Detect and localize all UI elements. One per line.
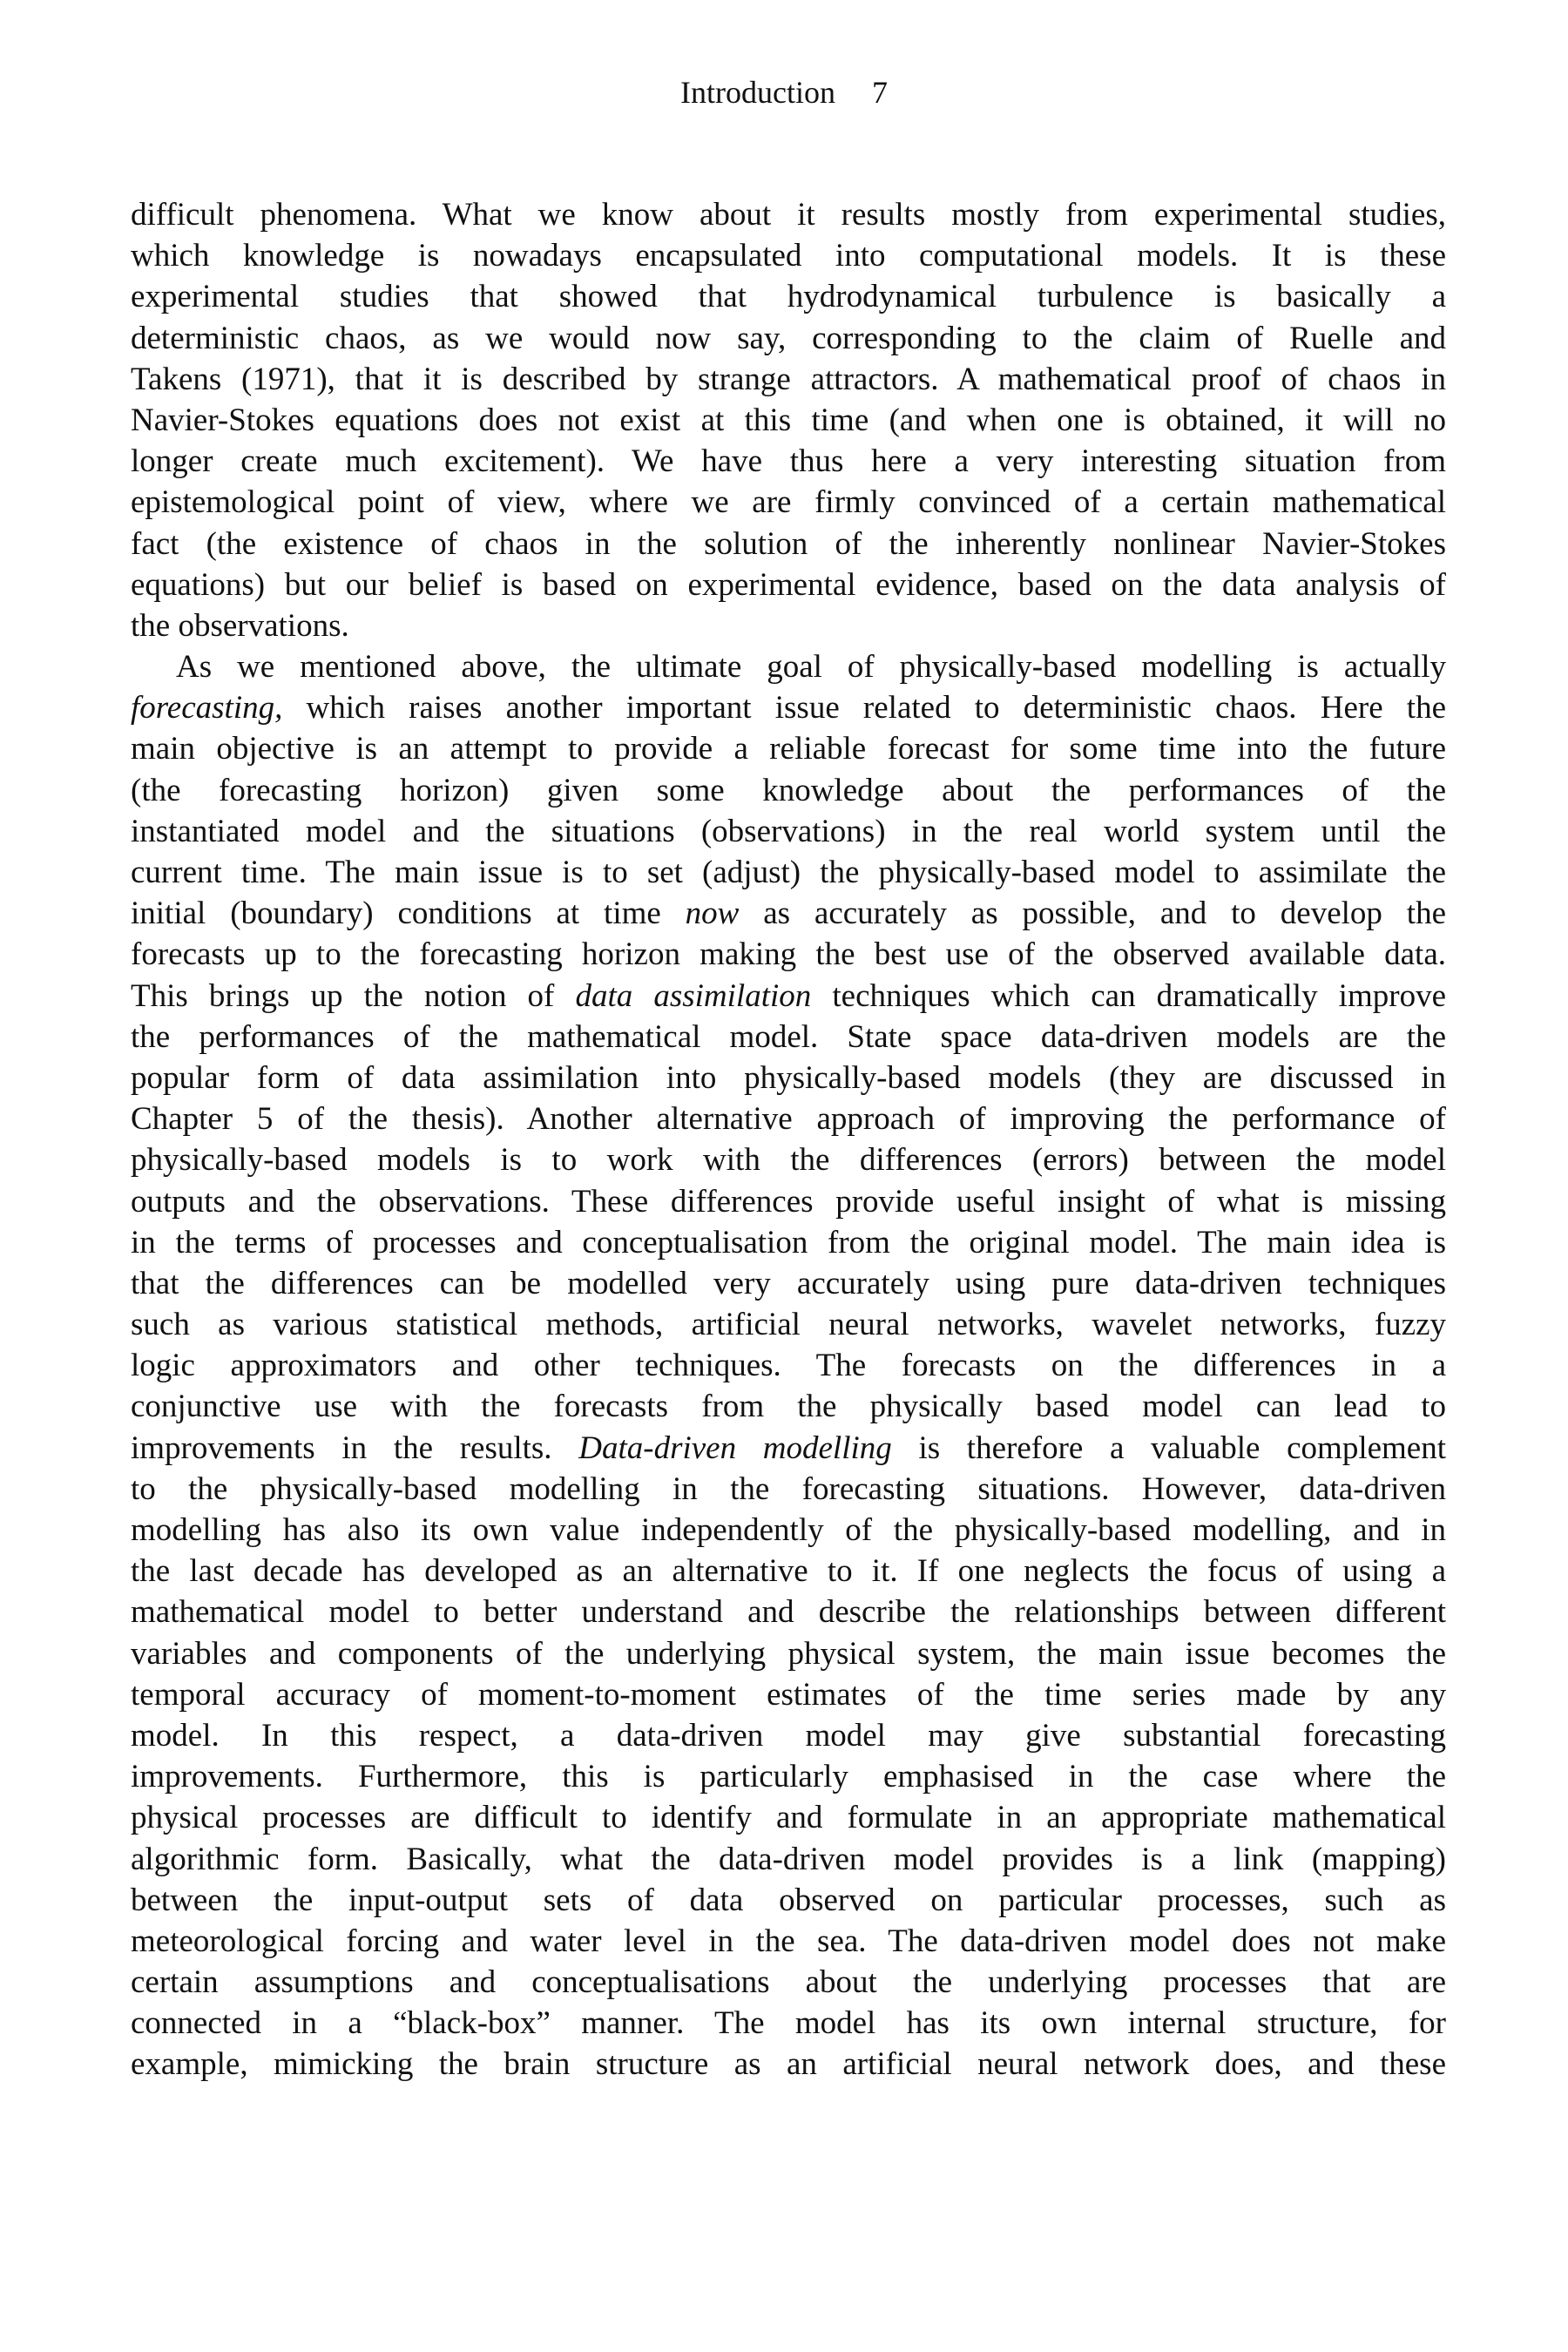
text-line [131, 976, 1446, 1017]
paragraph-forecasting [131, 646, 1446, 2085]
text-line [131, 1839, 1446, 1880]
text-line [131, 276, 1446, 317]
text-line [131, 1756, 1446, 1797]
body-text [131, 194, 1446, 2085]
text-line [131, 1304, 1446, 1345]
text-run: This brings up the notion of [131, 977, 576, 1014]
text-line [131, 1058, 1446, 1098]
italic-term: data assimilation [575, 977, 812, 1014]
text-line [131, 1551, 1446, 1592]
text-line [131, 441, 1446, 482]
text-run: to the physically-based modelling in the forecasting situations. However, data-driven [131, 1470, 1446, 1507]
text-line [131, 811, 1446, 852]
italic-term: Data-driven modelling [578, 1429, 892, 1466]
text-line [131, 1428, 1446, 1469]
text-run: the last decade has developed as an alternative to it. If one neglects the focus of using a [131, 1553, 1446, 1590]
text-run: as accurately as possible, and to develop the [739, 896, 1446, 932]
italic-term: now [685, 896, 740, 932]
text-run: difficult phenomena. What we know about it results mostly from experimental studies, [131, 197, 1446, 233]
text-line [131, 564, 1446, 605]
text-run: experimental studies that showed that hydrodynamical turbulence is basically a [131, 279, 1446, 315]
text-run: forecasts up to the forecasting horizon making the best use of the observed available data. [131, 936, 1446, 973]
text-run: example, mimicking the brain structure as an artificial neural network does, and these [131, 2046, 1446, 2083]
text-line [131, 1181, 1446, 1222]
text-run: physical processes are difficult to identify and formulate in an appropriate mathematical [131, 1800, 1446, 1836]
text-run: which knowledge is nowadays encapsulated into computational models. It is these [131, 238, 1446, 274]
text-line [131, 359, 1446, 400]
text-run: certain assumptions and conceptualisations about the underlying processes that are [131, 1964, 1446, 2001]
page-number: 7 [871, 75, 888, 110]
text-line [131, 1139, 1446, 1180]
text-line [131, 1017, 1446, 1058]
text-run: epistemological point of view, where we are firmly convinced of a certain mathematical [131, 484, 1446, 521]
text-run: mathematical model to better understand and describe the relationships between different [131, 1594, 1446, 1631]
text-line [131, 1921, 1446, 1962]
text-line [131, 482, 1446, 523]
text-run: Takens (1971), that it is described by strange attractors. A mathematical proof of chaos in [131, 361, 1446, 397]
text-line [131, 400, 1446, 441]
text-line [131, 1386, 1446, 1427]
text-run: longer create much excitement). We have thus here a very interesting situation from [131, 443, 1446, 480]
text-line [131, 770, 1446, 811]
text-line [131, 1263, 1446, 1304]
text-run: algorithmic form. Basically, what the data-driven model provides is a link (mapping) [131, 1841, 1446, 1877]
text-run: techniques which can dramatically improve [811, 977, 1446, 1014]
text-line [131, 318, 1446, 359]
text-line [131, 646, 1446, 687]
running-header [0, 73, 1568, 112]
text-run: the observations. [131, 607, 349, 644]
text-line [131, 524, 1446, 564]
text-run: instantiated model and the situations (observations) in the real world system until the [131, 813, 1446, 849]
text-run: variables and components of the underlying physical system, the main issue becomes the [131, 1635, 1446, 1672]
text-run: logic approximators and other techniques. The forecasts on the differences in a [131, 1348, 1446, 1384]
text-line [131, 728, 1446, 769]
text-run: Chapter 5 of the thesis). Another alternative approach of improving the performance of [131, 1101, 1446, 1138]
text-line [131, 1592, 1446, 1632]
text-run: between the input-output sets of data observed on particular processes, such as [131, 1882, 1446, 1918]
section-title: Introduction [680, 75, 835, 110]
text-line [131, 1469, 1446, 1510]
text-line [131, 1222, 1446, 1263]
text-run: main objective is an attempt to provide a reliable forecast for some time into the future [131, 731, 1446, 767]
text-run: the performances of the mathematical model. State space data-driven models are the [131, 1018, 1446, 1055]
text-run: popular form of data assimilation into physically-based models (they are discussed in [131, 1059, 1446, 1096]
text-line [131, 1345, 1446, 1386]
text-run: As we mentioned above, the ultimate goal of physically-based modelling is actually [176, 649, 1446, 686]
text-run: equations) but our belief is based on experimental evidence, based on the data analysis of [131, 566, 1446, 603]
text-line [131, 605, 1446, 646]
text-line [131, 235, 1446, 276]
text-line [131, 852, 1446, 893]
text-line [131, 1715, 1446, 1756]
paragraph-chaos-evidence [131, 194, 1446, 646]
text-line [131, 1962, 1446, 2003]
text-run: (the forecasting horizon) given some knowledge about the performances of the [131, 772, 1446, 808]
italic-term: forecasting, [131, 690, 283, 727]
text-run: conjunctive use with the forecasts from the physically based model can lead to [131, 1389, 1446, 1425]
text-line [131, 687, 1446, 728]
text-run: that the differences can be modelled very accurately using pure data-driven techniques [131, 1265, 1446, 1301]
text-line [131, 2044, 1446, 2085]
text-run: is therefore a valuable complement [891, 1429, 1446, 1466]
text-run: temporal accuracy of moment-to-moment estimates of the time series made by any [131, 1676, 1446, 1713]
text-run: meteorological forcing and water level in the sea. The data-driven model does not make [131, 1923, 1446, 1959]
text-line [131, 1633, 1446, 1674]
text-line [131, 893, 1446, 934]
text-run: model. In this respect, a data-driven model may give substantial forecasting [131, 1717, 1446, 1754]
text-run: current time. The main issue is to set (adjust) the physically-based model to assimilate the [131, 855, 1446, 890]
text-line [131, 1098, 1446, 1139]
text-run: fact (the existence of chaos in the solution of the inherently nonlinear Navier-Stokes [131, 525, 1446, 562]
text-run: improvements in the results. [131, 1429, 579, 1466]
text-run: connected in a “black-box” manner. The model has its own internal structure, for [131, 2005, 1446, 2042]
text-run: such as various statistical methods, artificial neural networks, wavelet networks, fuzzy [131, 1307, 1446, 1343]
text-run: initial (boundary) conditions at time [131, 896, 686, 932]
text-line [131, 2003, 1446, 2044]
text-line [131, 1797, 1446, 1838]
text-line [131, 1880, 1446, 1921]
text-line [131, 934, 1446, 975]
text-line [131, 1674, 1446, 1715]
text-line [131, 194, 1446, 235]
text-run: physically-based models is to work with the differences (errors) between the model [131, 1142, 1446, 1179]
text-run: which raises another important issue related to deterministic chaos. Here the [282, 690, 1446, 727]
text-run: outputs and the observations. These differences provide useful insight of what is missing [131, 1183, 1446, 1220]
text-line [131, 1510, 1446, 1551]
text-run: improvements. Furthermore, this is particularly emphasised in the case where the [131, 1759, 1446, 1795]
text-run: modelling has also its own value independently of the physically-based modelling, and in [131, 1512, 1446, 1548]
text-run: deterministic chaos, as we would now say, corresponding to the claim of Ruelle and [131, 320, 1446, 356]
text-run: Navier-Stokes equations does not exist at this time (and when one is obtained, it will no [131, 402, 1446, 438]
text-run: in the terms of processes and conceptualisation from the original model. The main idea is [131, 1224, 1446, 1260]
